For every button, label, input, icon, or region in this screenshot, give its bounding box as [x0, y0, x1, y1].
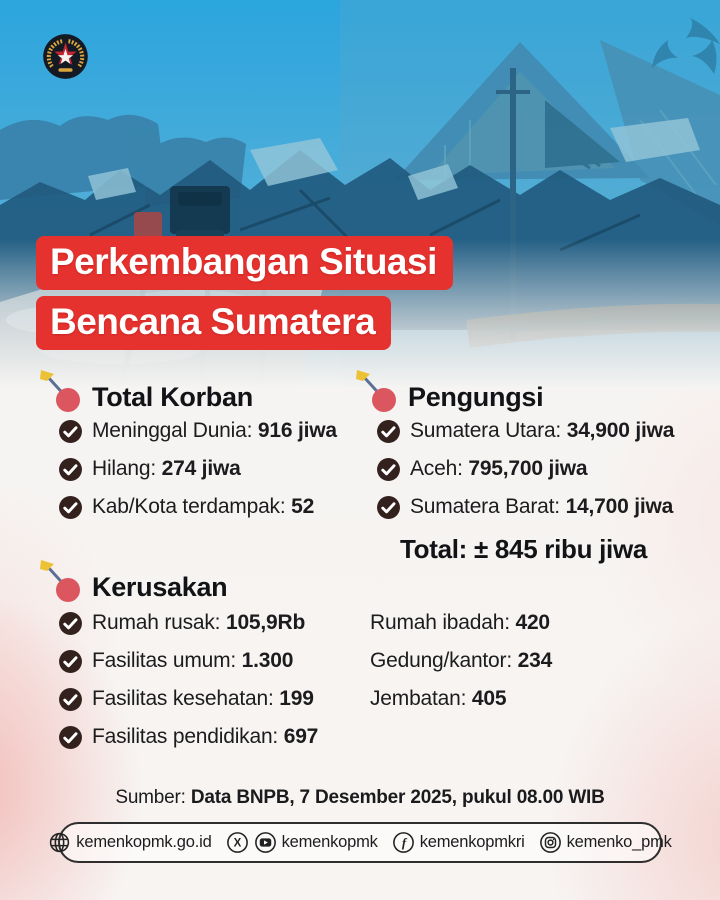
- check-circle-icon: [58, 495, 83, 520]
- globe-icon: [48, 831, 71, 854]
- list-item: [58, 687, 318, 711]
- pengungsi-total: [400, 534, 647, 565]
- list-item: [370, 649, 552, 673]
- item-label: Gedung/kantor:: [370, 649, 512, 672]
- item-label: Sumatera Utara:: [410, 419, 562, 442]
- svg-text:f: f: [401, 835, 406, 851]
- title-banner-line2: Bencana Sumatera: [36, 296, 391, 350]
- dart-target-icon: [40, 560, 86, 606]
- svg-text:X: X: [233, 837, 241, 850]
- footer-x-youtube[interactable]: [226, 831, 378, 854]
- website-label: kemenkopmk.go.id: [76, 833, 212, 851]
- title-banner-line1: Perkembangan Situasi: [36, 236, 453, 290]
- footer-social-bar: [58, 822, 672, 863]
- list-item: [58, 457, 337, 481]
- dart-target-icon: [356, 370, 402, 416]
- total-label: Total:: [400, 534, 468, 564]
- list-item: [58, 725, 318, 749]
- item-label: Hilang:: [92, 457, 156, 480]
- footer-facebook[interactable]: [392, 831, 525, 854]
- check-circle-icon: [58, 419, 83, 444]
- facebook-icon: [392, 831, 415, 854]
- list-item: [370, 687, 552, 711]
- kerusakan-list-right: [370, 611, 552, 725]
- item-value: 52: [291, 495, 315, 518]
- check-circle-icon: [376, 419, 401, 444]
- list-item: [370, 611, 552, 635]
- item-value: 1.300: [241, 649, 294, 672]
- section-heading-total-korban: [40, 370, 253, 416]
- check-circle-icon: [58, 725, 83, 750]
- list-item: [58, 611, 318, 635]
- item-value: 199: [279, 687, 314, 710]
- kemenko-pmk-logo: [42, 33, 89, 80]
- check-circle-icon: [58, 687, 83, 712]
- kerusakan-list-left: [58, 611, 318, 763]
- x-twitter-icon: [226, 831, 249, 854]
- item-label: Meninggal Dunia:: [92, 419, 253, 442]
- facebook-label: kemenkopmkri: [419, 833, 525, 851]
- item-value: 14,700 jiwa: [565, 495, 674, 518]
- list-item: [58, 419, 337, 443]
- list-item: [58, 495, 337, 519]
- item-label: Rumah ibadah:: [370, 611, 510, 634]
- check-circle-icon: [376, 457, 401, 482]
- item-label: Jembatan:: [370, 687, 467, 710]
- list-item: [376, 495, 674, 519]
- item-label: Fasilitas pendidikan:: [92, 725, 279, 748]
- item-label: Aceh:: [410, 457, 463, 480]
- source-line: [0, 787, 720, 809]
- section-title: Pengungsi: [408, 382, 544, 412]
- x-youtube-label: kemenkopmk: [281, 833, 378, 851]
- item-value: 34,900 jiwa: [566, 419, 675, 442]
- item-label: Sumatera Barat:: [410, 495, 560, 518]
- list-item: [376, 419, 674, 443]
- section-title: Total Korban: [92, 382, 253, 412]
- source-prefix: Sumber:: [115, 787, 186, 808]
- youtube-icon: [254, 831, 277, 854]
- check-circle-icon: [58, 457, 83, 482]
- item-label: Fasilitas kesehatan:: [92, 687, 274, 710]
- instagram-icon: [539, 831, 562, 854]
- source-detail: Data BNPB, 7 Desember 2025, pukul 08.00 WIB: [190, 787, 605, 808]
- section-title: Kerusakan: [92, 572, 228, 602]
- item-value: 274 jiwa: [161, 457, 241, 480]
- dart-target-icon: [40, 370, 86, 416]
- item-label: Fasilitas umum:: [92, 649, 237, 672]
- check-circle-icon: [376, 495, 401, 520]
- section-heading-pengungsi: [356, 370, 543, 416]
- list-item: [376, 457, 674, 481]
- total-korban-list: [58, 419, 337, 533]
- total-value: ± 845 ribu jiwa: [473, 534, 648, 564]
- instagram-label: kemenko_pmk: [566, 833, 672, 851]
- item-value: 234: [517, 649, 553, 672]
- item-value: 105,9Rb: [225, 611, 306, 634]
- check-circle-icon: [58, 649, 83, 674]
- item-value: 795,700 jiwa: [468, 457, 588, 480]
- item-label: Rumah rusak:: [92, 611, 221, 634]
- item-label: Kab/Kota terdampak:: [92, 495, 286, 518]
- item-value: 420: [515, 611, 550, 634]
- section-heading-kerusakan: [40, 560, 227, 606]
- list-item: [58, 649, 318, 673]
- pengungsi-list: [376, 419, 674, 533]
- check-circle-icon: [58, 611, 83, 636]
- item-value: 916 jiwa: [257, 419, 337, 442]
- item-value: 697: [283, 725, 319, 748]
- footer-website[interactable]: [48, 831, 211, 854]
- item-value: 405: [471, 687, 507, 710]
- footer-instagram[interactable]: [539, 831, 672, 854]
